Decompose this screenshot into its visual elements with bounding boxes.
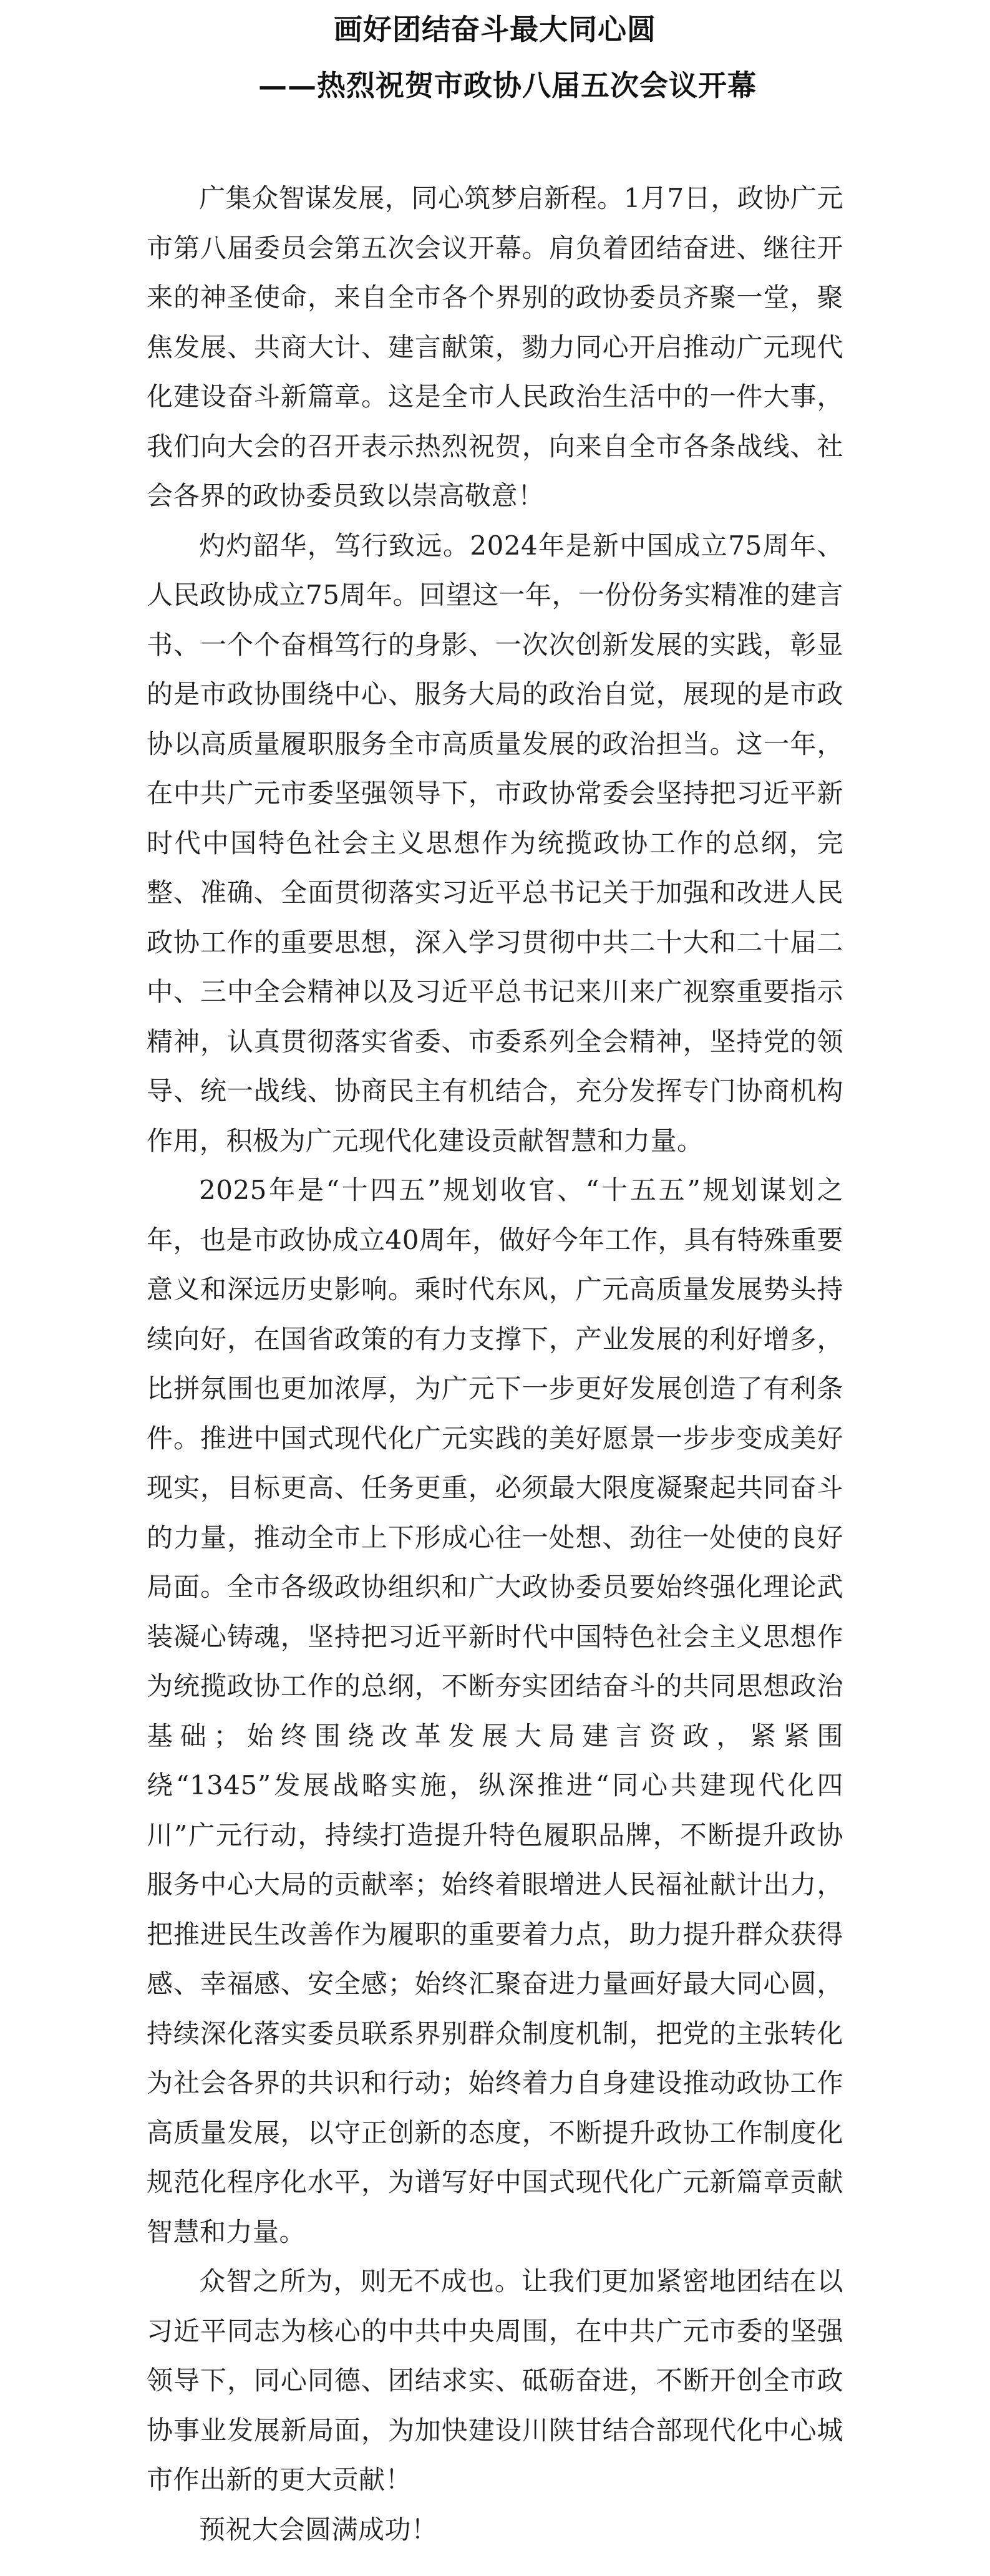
- paragraph: 2025年是“十四五”规划收官、“十五五”规划谋划之年，也是市政协成立40周年，做好今年工作，具有特殊重要意义和深远历史影响。乘时代东风，广元高质量发展势头持续向好，在国省政策的有力支撑下，产业发展的利好增多，比拼氛围也更加浓厚，为广元下一步更好发展创造了有利条件。推进中国式现代化广元实践的美好愿景一步步变成美好现实，目标更高、任务更重，必须最大限度凝聚起共同奋斗的力量，推动全市上下形成心往一处想、劲往一处使的良好局面。全市各级政协组织和广大政协委员要始终强化理论武装凝心铸魂，坚持把习近平新时代中国特色社会主义思想作为统揽政协工作的总纲，不断夯实团结奋斗的共同思想政治基础；始终围绕改革发展大局建言资政，紧紧围绕“1345”发展战略实施，纵深推进“同心共建现代化四川”广元行动，持续打造提升特色履职品牌，不断提升政协服务中心大局的贡献率；始终着眼增进人民福祉献计出力，把推进民生改善作为履职的重要着力点，助力提升群众获得感、幸福感、安全感；始终汇聚奋进力量画好最大同心圆，持续深化落实委员联系界别群众制度机制，把党的主张转化为社会各界的共识和行动；始终着力自身建设推动政协工作高质量发展，以守正创新的态度，不断提升政协工作制度化规范化程序化水平，为谱写好中国式现代化广元新篇章贡献智慧和力量。: [147, 1175, 843, 2247]
- article-title: 画好团结奋斗最大同心圆: [334, 12, 656, 46]
- paragraph: 广集众智谋发展，同心筑梦启新程。1月7日，政协广元市第八届委员会第五次会议开幕。肩负着团结奋进、继往开来的神圣使命，来自全市各个界别的政协委员齐聚一堂，聚焦发展、共商大计、建言献策，勠力同心开启推动广元现代化建设奋斗新篇章。这是全市人民政治生活中的一件大事，我们向大会的召开表示热烈祝贺，向来自全市各条战线、社会各界的政协委员致以崇高敬意！: [147, 183, 843, 511]
- paragraph: 众智之所为，则无不成也。让我们更加紧密地团结在以习近平同志为核心的中共中央周围，在中共广元市委的坚强领导下，同心同德、团结求实、砥砺奋进，不断开创全市政协事业发展新局面，为加快建设川陕甘结合部现代化中心城市作出新的更大贡献！: [147, 2266, 843, 2495]
- closing-line: 预祝大会圆满成功！: [199, 2514, 438, 2545]
- article-body: [147, 173, 843, 2554]
- paragraph: 灼灼韶华，笃行致远。2024年是新中国成立75周年、人民政协成立75周年。回望这一年，一份份务实精准的建言书、一个个奋楫笃行的身影、一次次创新发展的实践，彰显的是市政协围绕中心、服务大局的政治自觉，展现的是市政协以高质量履职服务全市高质量发展的政治担当。这一年，在中共广元市委坚强领导下，市政协常委会坚持把习近平新时代中国特色社会主义思想作为统揽政协工作的总纲，完整、准确、全面贯彻落实习近平总书记关于加强和改进人民政协工作的重要思想，深入学习贯彻中共二十大和二十届二中、三中全会精神以及习近平总书记来川来广视察重要指示精神，认真贯彻落实省委、市委系列全会精神，坚持党的领导、统一战线、协商民主有机结合，充分发挥专门协商机构作用，积极为广元现代化建设贡献智慧和力量。: [147, 530, 843, 1156]
- article-subtitle: ——热烈祝贺市政协八届五次会议开幕: [258, 69, 757, 102]
